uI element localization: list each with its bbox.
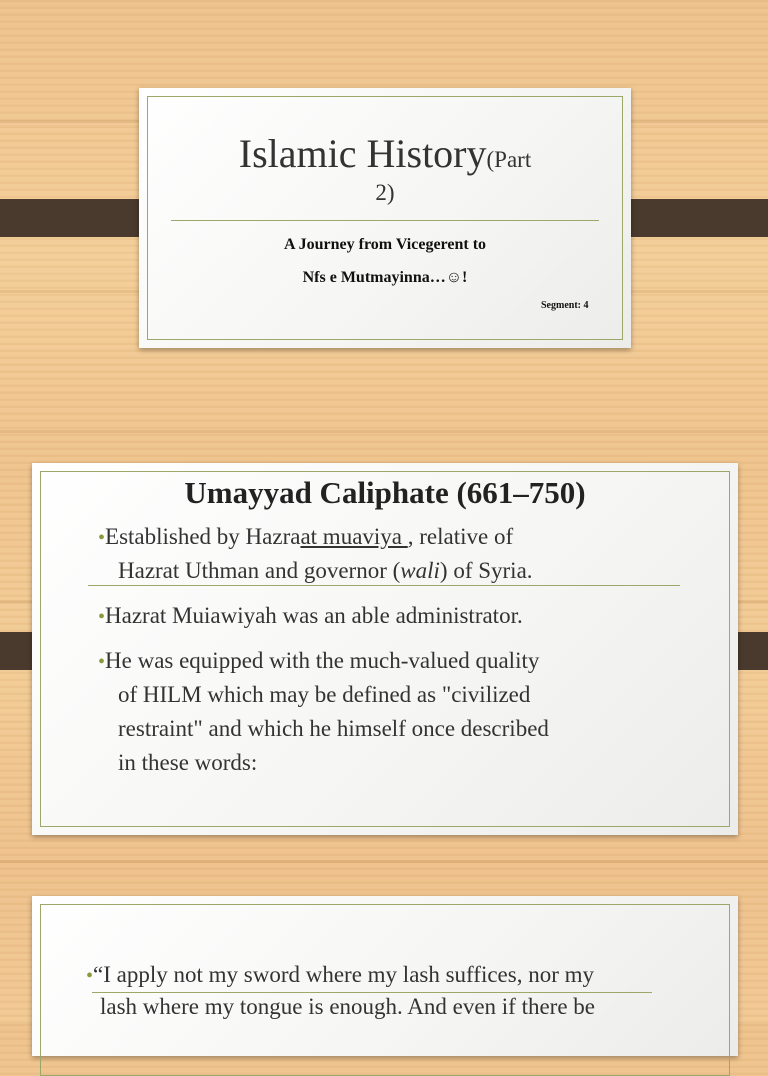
b1-post: , relative of <box>407 524 514 549</box>
slide-heading: Umayyad Caliphate (661–750) <box>184 475 586 510</box>
b2-text: Hazrat Muiawiyah was an able administrator. <box>105 603 523 628</box>
bullet-1 <box>98 520 718 555</box>
quote-text-1: “I apply not my sword where my lash suffices, nor my <box>93 962 595 987</box>
quote-line1 <box>86 958 726 993</box>
bullet-icon: • <box>98 606 106 628</box>
bullet-icon: • <box>98 651 106 673</box>
strap-right-1 <box>612 199 768 237</box>
title-slide <box>139 88 631 348</box>
bullet-3-line4: in these words: <box>118 750 258 775</box>
quote-slide <box>32 896 738 1056</box>
b1-pre: Established by Hazra <box>105 524 301 549</box>
bullet-3-line2: of HILM which may be defined as "civilized <box>118 682 531 707</box>
b1-link[interactable]: at muaviya <box>300 524 408 549</box>
title-rule <box>171 220 599 221</box>
b1-line2-pre: Hazrat Uthman and governor ( <box>118 558 401 583</box>
bullet-1-line2 <box>118 554 738 588</box>
b1-line2-post: ) of Syria. <box>439 558 533 583</box>
subtitle-line2: Nfs e Mutmayinna…☺! <box>302 269 468 286</box>
bullet-3-line3: restraint" and which he himself once described <box>118 716 549 741</box>
slide-title <box>139 130 631 177</box>
b1-line2-italic: wali <box>400 558 440 583</box>
bullet-icon: • <box>86 965 94 987</box>
title-part-line2: 2) <box>375 180 395 205</box>
b3-line1: He was equipped with the much-valued quality <box>105 648 540 673</box>
title-main: Islamic History <box>238 131 487 176</box>
bullet-icon: • <box>98 527 106 549</box>
subtitle-line1: A Journey from Vicegerent to <box>283 236 487 253</box>
quote-line2: lash where my tongue is enough. And even if there be <box>100 994 596 1019</box>
bullet-1-rule <box>88 585 680 586</box>
quote-rule <box>92 992 652 993</box>
strap-left-1 <box>0 199 156 237</box>
bullet-3 <box>98 644 718 679</box>
title-part: (Part <box>486 147 532 172</box>
bullet-2 <box>98 599 718 634</box>
umayyad-slide <box>32 463 738 835</box>
segment-label: Segment: 4 <box>541 300 589 311</box>
